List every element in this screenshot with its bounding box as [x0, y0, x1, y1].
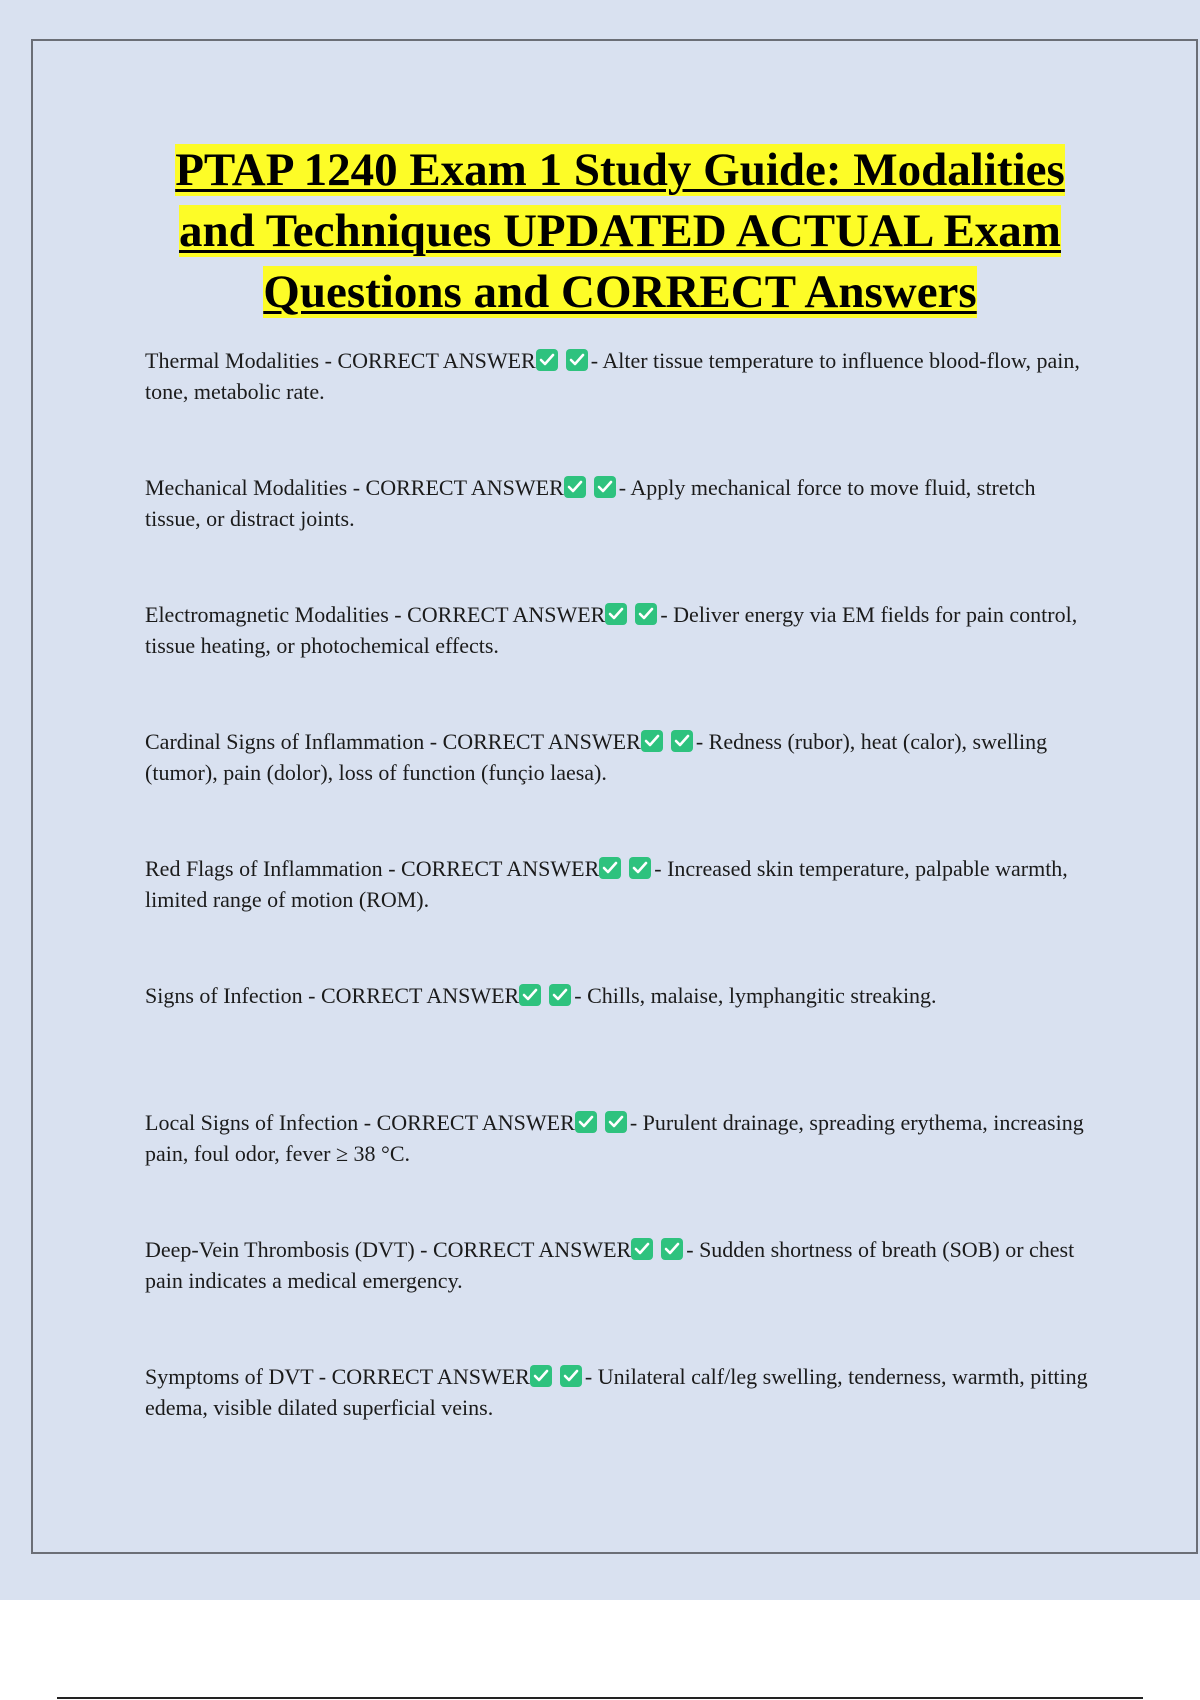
entry-term: Thermal Modalities	[145, 348, 320, 373]
entry-term: Local Signs of Infection	[145, 1110, 359, 1135]
qa-entry: Red Flags of Inflammation - CORRECT ANSWER - Increased skin temperature, palpable warmth, limited range of motion (ROM).	[145, 856, 1068, 912]
check-mark-icon	[566, 349, 588, 371]
check-mark-icon	[549, 984, 571, 1006]
check-mark-icon	[605, 603, 627, 625]
check-mark-icon	[575, 1111, 597, 1133]
correct-answer-label: CORRECT ANSWER	[442, 729, 641, 754]
entry-term: Cardinal Signs of Inflammation	[145, 729, 425, 754]
qa-entry: Mechanical Modalities - CORRECT ANSWER - Apply mechanical force to move fluid, stretch tissue, or distract joints.	[145, 475, 1036, 531]
qa-entry: Signs of Infection - CORRECT ANSWER - Chills, malaise, lymphangitic streaking.	[145, 983, 937, 1008]
entry-answer: Apply mechanical force to move fluid, stretch tissue, or distract joints.	[145, 475, 1036, 531]
qa-entry: Electromagnetic Modalities - CORRECT ANSWER - Deliver energy via EM fields for pain control, tissue heating, or photochemical effects.	[145, 602, 1078, 658]
qa-entry: Local Signs of Infection - CORRECT ANSWER - Purulent drainage, spreading erythema, increasing pain, foul odor, fever ≥ 38 °C.	[145, 1110, 1084, 1166]
entry-answer: Deliver energy via EM fields for pain control, tissue heating, or photochemical effects.	[145, 602, 1078, 658]
check-mark-icon	[605, 1111, 627, 1133]
correct-answer-label: CORRECT ANSWER	[331, 1364, 530, 1389]
check-mark-icon	[631, 1238, 653, 1260]
document-title: PTAP 1240 Exam 1 Study Guide: Modalities and Techniques UPDATED ACTUAL Exam Questions and CORRECT Answers	[175, 144, 1065, 318]
check-mark-icon	[629, 857, 651, 879]
correct-answer-label: CORRECT ANSWER	[432, 1237, 632, 1262]
entry-term: Symptoms of DVT	[145, 1364, 314, 1389]
qa-entry: Symptoms of DVT - CORRECT ANSWER - Unilateral calf/leg swelling, tenderness, warmth, pitting edema, visible dilated superficial veins.	[145, 1364, 1088, 1420]
entry-answer: Unilateral calf/leg swelling, tenderness, warmth, pitting edema, visible dilated superficial veins.	[145, 1364, 1088, 1420]
check-mark-icon	[599, 857, 621, 879]
entry-answer: Increased skin temperature, palpable warmth, limited range of motion (ROM).	[145, 856, 1068, 912]
correct-answer-label: CORRECT ANSWER	[407, 602, 606, 627]
page-divider	[57, 1697, 1143, 1699]
qa-entry: Cardinal Signs of Inflammation - CORRECT ANSWER - Redness (rubor), heat (calor), swelling (tumor), pain (dolor), loss of function (funçio laesa).	[145, 729, 1048, 785]
check-mark-icon	[530, 1365, 552, 1387]
correct-answer-label: CORRECT ANSWER	[365, 475, 564, 500]
entry-answer: Purulent drainage, spreading erythema, increasing pain, foul odor, fever ≥ 38 °C.	[145, 1110, 1084, 1166]
correct-answer-label: CORRECT ANSWER	[401, 856, 600, 881]
correct-answer-label: CORRECT ANSWER	[320, 983, 520, 1008]
entry-term: Deep-Vein Thrombosis (DVT)	[145, 1237, 415, 1262]
check-mark-icon	[560, 1365, 582, 1387]
check-mark-icon	[671, 730, 693, 752]
qa-entry: Thermal Modalities - CORRECT ANSWER - Alter tissue temperature to influence blood-flow, pain, tone, metabolic rate.	[145, 348, 1080, 404]
check-mark-icon	[661, 1238, 683, 1260]
correct-answer-label: CORRECT ANSWER	[337, 348, 536, 373]
entry-term: Mechanical Modalities	[145, 475, 348, 500]
entry-answer: Chills, malaise, lymphangitic streaking.	[587, 983, 937, 1008]
entry-term: Signs of Infection	[145, 983, 303, 1008]
entry-answer: Redness (rubor), heat (calor), swelling (tumor), pain (dolor), loss of function (funçio laesa).	[145, 729, 1048, 785]
check-mark-icon	[519, 984, 541, 1006]
check-mark-icon	[536, 349, 558, 371]
check-mark-icon	[635, 603, 657, 625]
qa-entry: Deep-Vein Thrombosis (DVT) - CORRECT ANSWER - Sudden shortness of breath (SOB) or chest pain indicates a medical emergency.	[145, 1237, 1075, 1293]
entry-term: Electromagnetic Modalities	[145, 602, 389, 627]
check-mark-icon	[594, 476, 616, 498]
entry-answer: Alter tissue temperature to influence blood-flow, pain, tone, metabolic rate.	[145, 348, 1080, 404]
entry-term: Red Flags of Inflammation	[145, 856, 383, 881]
document-title-block	[140, 140, 1100, 323]
entry-answer: Sudden shortness of breath (SOB) or chest pain indicates a medical emergency.	[145, 1237, 1075, 1293]
check-mark-icon	[564, 476, 586, 498]
correct-answer-label: CORRECT ANSWER	[376, 1110, 575, 1135]
check-mark-icon	[641, 730, 663, 752]
qa-list	[145, 345, 1090, 1488]
